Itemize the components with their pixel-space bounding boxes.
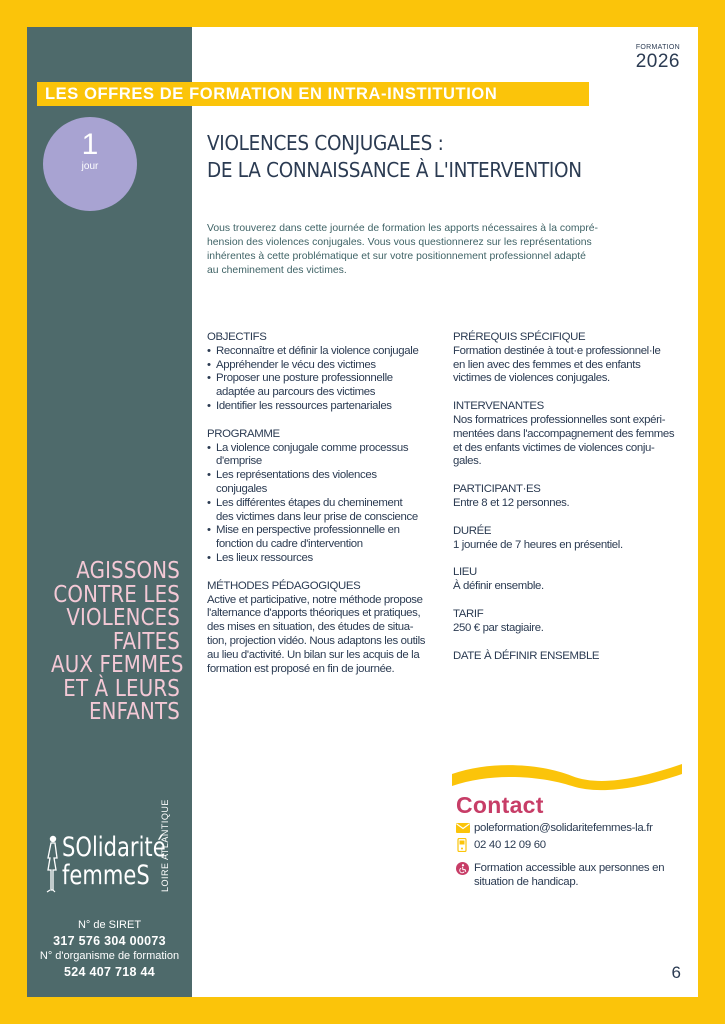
prerequis-title: PRÉREQUIS SPÉCIFIQUE	[453, 331, 586, 343]
participants-title: PARTICIPANT·ES	[453, 483, 541, 496]
accessibility-row	[456, 861, 664, 889]
intro-line: inhérentes à cette problématique et sur votre positionnement professionnel adapté	[207, 251, 586, 262]
list-item-line: d'emprise	[216, 455, 262, 468]
phone-icon	[456, 838, 474, 852]
prerequis-line: victimes de violences conjugales.	[453, 372, 610, 385]
slogan-line: CONTRE LES	[53, 581, 181, 608]
org-label: N° d'organisme de formation	[39, 950, 180, 962]
tarif-text: 250 € par stagiaire.	[453, 621, 544, 634]
logo	[42, 799, 182, 902]
contact-email[interactable]: poleformation@solidaritefemmes-la.fr	[474, 822, 653, 834]
list-item-line: conjugales	[216, 482, 267, 495]
duration-number: 1	[81, 128, 99, 161]
logo-text-femmes: femmeS	[62, 860, 150, 891]
list-item-line: des victimes dans leur prise de conscience	[216, 510, 418, 523]
contact-title: Contact	[456, 792, 544, 818]
list-item	[207, 372, 439, 400]
prerequis-line: en lien avec des femmes et des enfants	[453, 358, 641, 371]
lieu-title: LIEU	[453, 566, 477, 579]
contact-block	[456, 821, 664, 892]
siret-number: 317 576 304 00073	[53, 933, 166, 948]
list-item-line: • Les différentes étapes du cheminement	[216, 496, 403, 509]
duree-title: DURÉE	[453, 524, 492, 537]
right-column	[453, 331, 685, 663]
accessibility-line: situation de handicap.	[474, 876, 579, 888]
year: 2026	[635, 51, 680, 72]
list-item-line: • Proposer une posture professionnelle	[216, 372, 393, 385]
list-item-line: fonction du cadre d'intervention	[216, 538, 363, 551]
woman-figure-icon	[42, 834, 60, 894]
intervenantes-line: Nos formatrices professionnelles sont expéri-	[453, 413, 666, 426]
intro-paragraph	[207, 222, 682, 278]
list-item	[207, 442, 439, 470]
date-title: DATE À DÉFINIR ENSEMBLE	[453, 649, 600, 662]
slogan-line: ENFANTS	[88, 699, 180, 725]
list-item-line: adaptée au parcours des victimes	[216, 386, 376, 399]
year-block	[636, 44, 680, 73]
accessibility-line: Formation accessible aux personnes en	[474, 862, 665, 874]
slogan-line: ET À LEURS	[63, 675, 180, 702]
title-line-1: VIOLENCES CONJUGALES :	[207, 131, 444, 155]
list-item	[207, 359, 439, 373]
page-title	[207, 130, 582, 184]
yellow-wave-decoration	[452, 762, 684, 794]
list-item	[207, 497, 439, 525]
accessibility-text	[474, 861, 664, 889]
list-item-line: • Reconnaître et définir la violence conjugale	[216, 344, 419, 357]
left-column	[207, 331, 439, 676]
header-banner: LES OFFRES DE FORMATION EN INTRA-INSTITUTION	[37, 82, 589, 106]
list-item-line: • Appréhender le vécu des victimes	[216, 358, 376, 371]
intro-line: hension des violences conjugales. Vous vous questionnerez sur les représentations	[207, 237, 592, 248]
contact-email-row	[456, 821, 664, 835]
year-label: FORMATION	[635, 44, 680, 51]
page-number: 6	[671, 963, 681, 982]
participants-text: Entre 8 et 12 personnes.	[453, 496, 570, 509]
list-item	[207, 400, 439, 414]
list-item	[207, 345, 439, 359]
intervenantes-line: mentées dans l'accompagnement des femmes	[453, 427, 675, 440]
wheelchair-icon	[456, 861, 474, 875]
programme-title: PROGRAMME	[207, 427, 280, 440]
objectifs-list	[207, 345, 439, 414]
slogan-line: AUX FEMMES	[51, 652, 184, 678]
intervenantes-title: INTERVENANTES	[453, 400, 544, 413]
list-item-line: • Les lieux ressources	[216, 551, 313, 564]
methodes-line: tion, projection vidéo. Nous adaptons les outils	[207, 634, 426, 647]
list-item-line: • Mise en perspective professionnelle en	[216, 524, 400, 537]
logo-region: LOIRE ATLANTIQUE	[160, 799, 170, 892]
tarif-title: TARIF	[453, 607, 484, 620]
intro-line: Vous trouverez dans cette journée de formation les apports nécessaires à la compré-	[207, 223, 599, 234]
intervenantes-line: et des enfants victimes de violences conju-	[453, 441, 655, 454]
list-item-line: • Identifier les ressources partenariales	[216, 399, 392, 412]
contact-phone-row	[456, 838, 664, 852]
duration-unit: jour	[81, 161, 99, 172]
list-item	[207, 524, 439, 552]
methodes-line: au lieu d'activité. Un bilan sur les acquis de la	[207, 648, 420, 661]
title-line-2: DE LA CONNAISSANCE À L'INTERVENTION	[207, 158, 582, 182]
intervenantes-line: gales.	[453, 455, 482, 468]
slogan-line: AGISSONS	[76, 558, 180, 584]
slogan	[51, 558, 184, 725]
org-number: 524 407 718 44	[63, 964, 156, 979]
duree-text: 1 journée de 7 heures en présentiel.	[453, 538, 623, 551]
programme-list	[207, 442, 439, 566]
objectifs-title: OBJECTIFS	[207, 331, 267, 343]
list-item	[207, 552, 439, 566]
envelope-icon	[456, 821, 474, 835]
slogan-line: VIOLENCES	[66, 605, 180, 631]
siret-label: N° de SIRET	[77, 919, 142, 931]
siret-block	[27, 918, 192, 980]
list-item-line: • Les représentations des violences	[216, 469, 377, 482]
list-item	[207, 469, 439, 497]
lieu-text: À définir ensemble.	[453, 580, 544, 593]
logo-text-solidarite: SOlidarité	[62, 832, 166, 863]
methodes-title: MÉTHODES PÉDAGOGIQUES	[207, 579, 361, 592]
methodes-line: Active et participative, notre méthode propose	[207, 593, 423, 606]
contact-phone[interactable]: 02 40 12 09 60	[474, 839, 546, 851]
prerequis-line: Formation destinée à tout·e professionnel·le	[453, 344, 661, 357]
intro-line: au cheminement des victimes.	[207, 265, 347, 276]
list-item-line: • La violence conjugale comme processus	[216, 441, 409, 454]
methodes-line: formation est proposé en fin de journée.	[207, 662, 395, 675]
methodes-line: l'alternance d'apports théoriques et pratiques,	[207, 607, 421, 620]
duration-badge	[43, 117, 137, 211]
slogan-line: FAITES	[112, 628, 180, 655]
methodes-line: des mises en situation, des études de situa-	[207, 621, 414, 634]
